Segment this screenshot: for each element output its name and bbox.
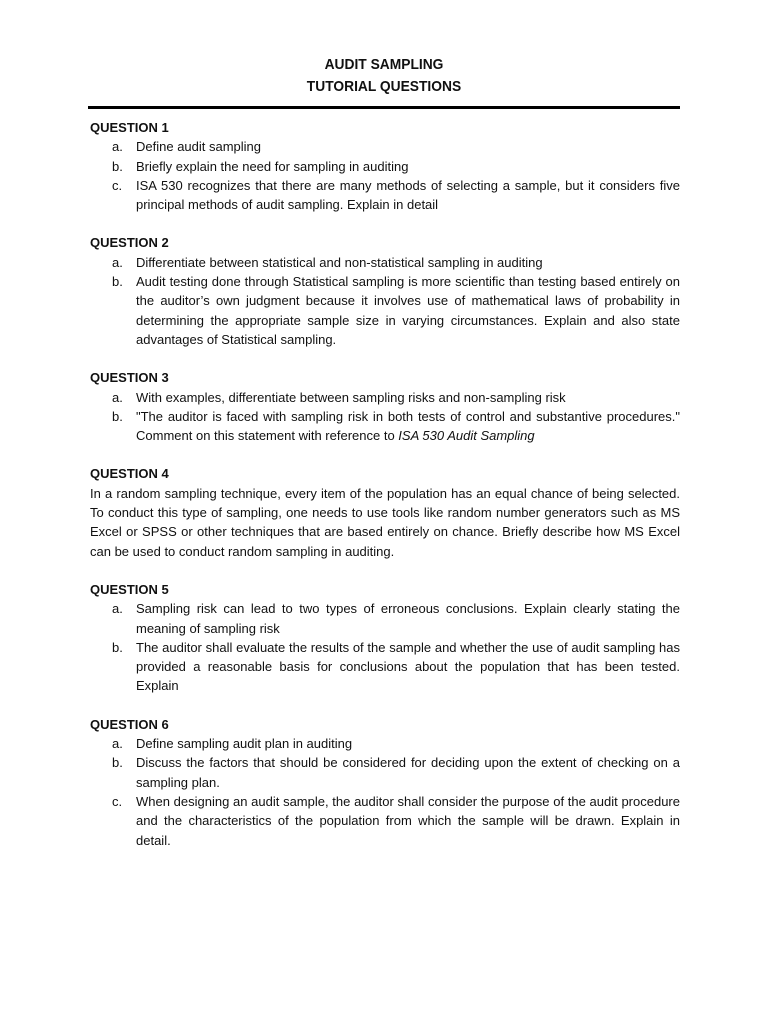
questions-list [90, 118, 680, 869]
item-letter: b. [112, 158, 123, 174]
question-items [90, 137, 680, 214]
item-letter: b. [112, 274, 123, 290]
question-items [90, 599, 680, 695]
question-paragraph: In a random sampling technique, every item of the population has an equal chance of being selected. To conduct this type of sampling, one needs to use tools like random number generators such as MS Excel or SPSS or other techniques that are based entirely on chance. Briefly describe how MS Excel can be used to conduct random sampling in auditing. [90, 485, 680, 559]
item-letter: a. [112, 601, 123, 617]
item-text: Define sampling audit plan in auditing [136, 736, 353, 752]
question-items [90, 734, 680, 850]
item-text: Sampling risk can lead to two types of erroneous conclusions. Explain clearly stating the meaning of sampling risk [136, 601, 680, 636]
question-heading: QUESTION 3 [90, 370, 169, 386]
question-1 [90, 118, 680, 214]
question-item [90, 734, 680, 753]
item-text-italic-reference: ISA 530 Audit Sampling [398, 428, 535, 444]
item-text: Differentiate between statistical and non-statistical sampling in auditing [136, 254, 543, 270]
question-heading: QUESTION 2 [90, 235, 169, 251]
item-text: When designing an audit sample, the auditor shall consider the purpose of the audit procedure and the characteristics of the population from which the sample will be drawn. Explain in detail. [136, 793, 680, 848]
item-letter: b. [112, 755, 123, 771]
question-item [90, 638, 680, 696]
item-letter: a. [112, 139, 123, 155]
item-letter: c. [112, 177, 123, 193]
item-text [136, 407, 680, 446]
question-item [90, 137, 680, 156]
document-subtitle: TUTORIAL QUESTIONS [306, 78, 462, 95]
title-divider [88, 106, 680, 109]
question-items [90, 388, 680, 446]
question-item [90, 753, 680, 792]
question-item [90, 272, 680, 349]
item-text: Audit testing done through Statistical sampling is more scientific than testing based entirely on the auditor’s own judgment because it involves use of mathematical laws of probability in determining the appropriate sample size in varying circumstances. Explain and also state advantages of Statistical sampling. [136, 274, 680, 347]
question-item [90, 388, 680, 407]
item-letter: a. [112, 389, 123, 405]
question-4 [90, 464, 680, 560]
item-letter: b. [112, 408, 123, 424]
item-text: Discuss the factors that should be considered for deciding upon the extent of checking on a sampling plan. [136, 755, 680, 790]
item-text: Define audit sampling [136, 139, 262, 155]
question-heading: QUESTION 4 [90, 466, 169, 482]
question-item [90, 599, 680, 638]
question-6 [90, 715, 680, 850]
question-item [90, 407, 680, 446]
item-text: ISA 530 recognizes that there are many methods of selecting a sample, but it considers five principal methods of audit sampling. Explain in detail [136, 177, 680, 213]
question-5 [90, 580, 680, 696]
question-heading: QUESTION 1 [90, 120, 169, 135]
question-item [90, 176, 680, 215]
question-3 [90, 368, 680, 445]
item-text: With examples, differentiate between sampling risks and non-sampling risk [136, 389, 566, 405]
question-item [90, 253, 680, 272]
question-item [90, 157, 680, 176]
item-text: Briefly explain the need for sampling in auditing [136, 158, 409, 174]
question-2 [90, 233, 680, 349]
question-heading: QUESTION 6 [90, 716, 169, 732]
item-letter: c. [112, 793, 123, 809]
question-items [90, 253, 680, 349]
question-heading: QUESTION 5 [90, 581, 169, 597]
question-item [90, 792, 680, 850]
item-letter: a. [112, 736, 123, 752]
item-letter: a. [112, 254, 123, 270]
item-letter: b. [112, 639, 123, 655]
document-title: AUDIT SAMPLING [324, 56, 444, 73]
item-text: The auditor shall evaluate the results of the sample and whether the use of audit sampling has provided a reasonable basis for conclusions about the population that has been tested. Explain [136, 639, 680, 694]
item-text-plain: "The auditor is faced with sampling risk in both tests of control and substantive procedures." Comment on this statement with reference to [136, 408, 680, 444]
